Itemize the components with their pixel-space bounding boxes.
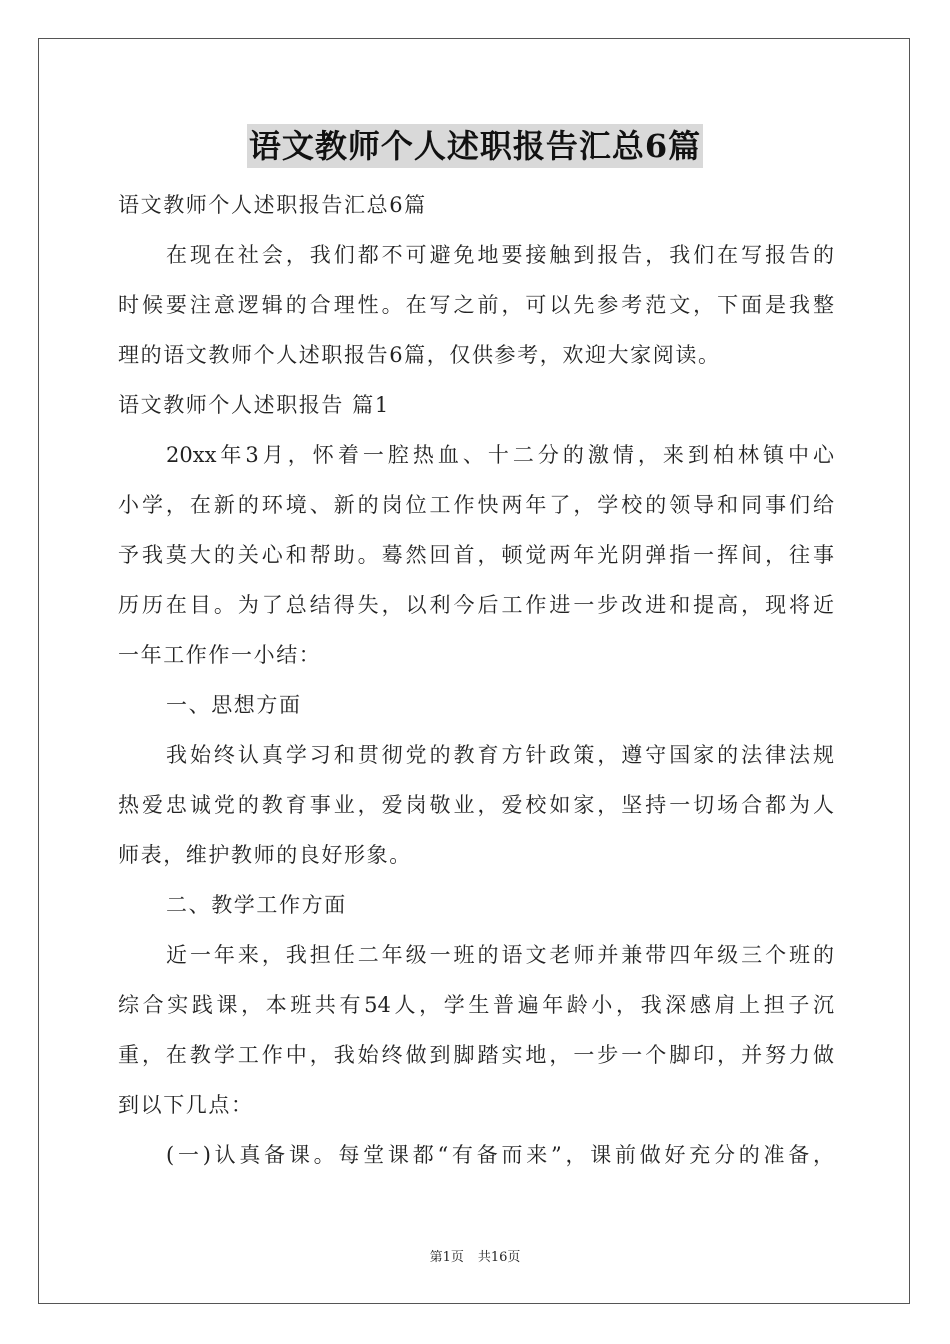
text-line: 热爱忠诚党的教育事业，爱岗敬业，爱校如家，坚持一切场合都为人	[118, 793, 834, 817]
text-line: 综合实践课，本班共有54人，学生普遍年龄小，我深感肩上担子沉	[118, 993, 834, 1017]
text-line: 重，在教学工作中，我始终做到脚踏实地，一步一个脚印，并努力做	[118, 1043, 834, 1067]
text-line: 小学，在新的环境、新的岗位工作快两年了，学校的领导和同事们给	[118, 493, 834, 517]
text-line: 理的语文教师个人述职报告6篇，仅供参考，欢迎大家阅读。	[118, 343, 721, 367]
text-line: 予我莫大的关心和帮助。蓦然回首，顿觉两年光阴弹指一挥间，往事	[118, 543, 834, 567]
text-line: 师表，维护教师的良好形象。	[118, 843, 412, 867]
document-body	[118, 180, 834, 1180]
page-number: 第1页	[429, 1250, 464, 1265]
page-total: 共16页	[477, 1250, 521, 1265]
text-line: 二、教学工作方面	[166, 893, 347, 917]
text-line: 时候要注意逻辑的合理性。在写之前，可以先参考范文，下面是我整	[118, 293, 834, 317]
page-footer	[0, 1246, 950, 1265]
text-line: 近一年来，我担任二年级一班的语文老师并兼带四年级三个班的	[166, 943, 834, 967]
text-line: 20xx年3月，怀着一腔热血、十二分的激情，来到柏林镇中心	[166, 443, 834, 467]
title-container	[0, 124, 950, 168]
text-line: 历历在目。为了总结得失，以利今后工作进一步改进和提高，现将近	[118, 593, 834, 617]
text-line: 一、思想方面	[166, 693, 302, 717]
text-line: 一年工作作一小结：	[118, 643, 322, 667]
text-line: 到以下几点：	[118, 1093, 254, 1117]
document-title: 语文教师个人述职报告汇总6篇	[247, 124, 703, 168]
text-line: 我始终认真学习和贯彻党的教育方针政策，遵守国家的法律法规	[166, 743, 834, 767]
text-line: 语文教师个人述职报告 篇1	[118, 393, 390, 417]
text-line: (一)认真备课。每堂课都“有备而来”，课前做好充分的准备，	[166, 1143, 834, 1167]
text-line: 语文教师个人述职报告汇总6篇	[118, 193, 427, 217]
text-line: 在现在社会，我们都不可避免地要接触到报告，我们在写报告的	[166, 243, 834, 267]
